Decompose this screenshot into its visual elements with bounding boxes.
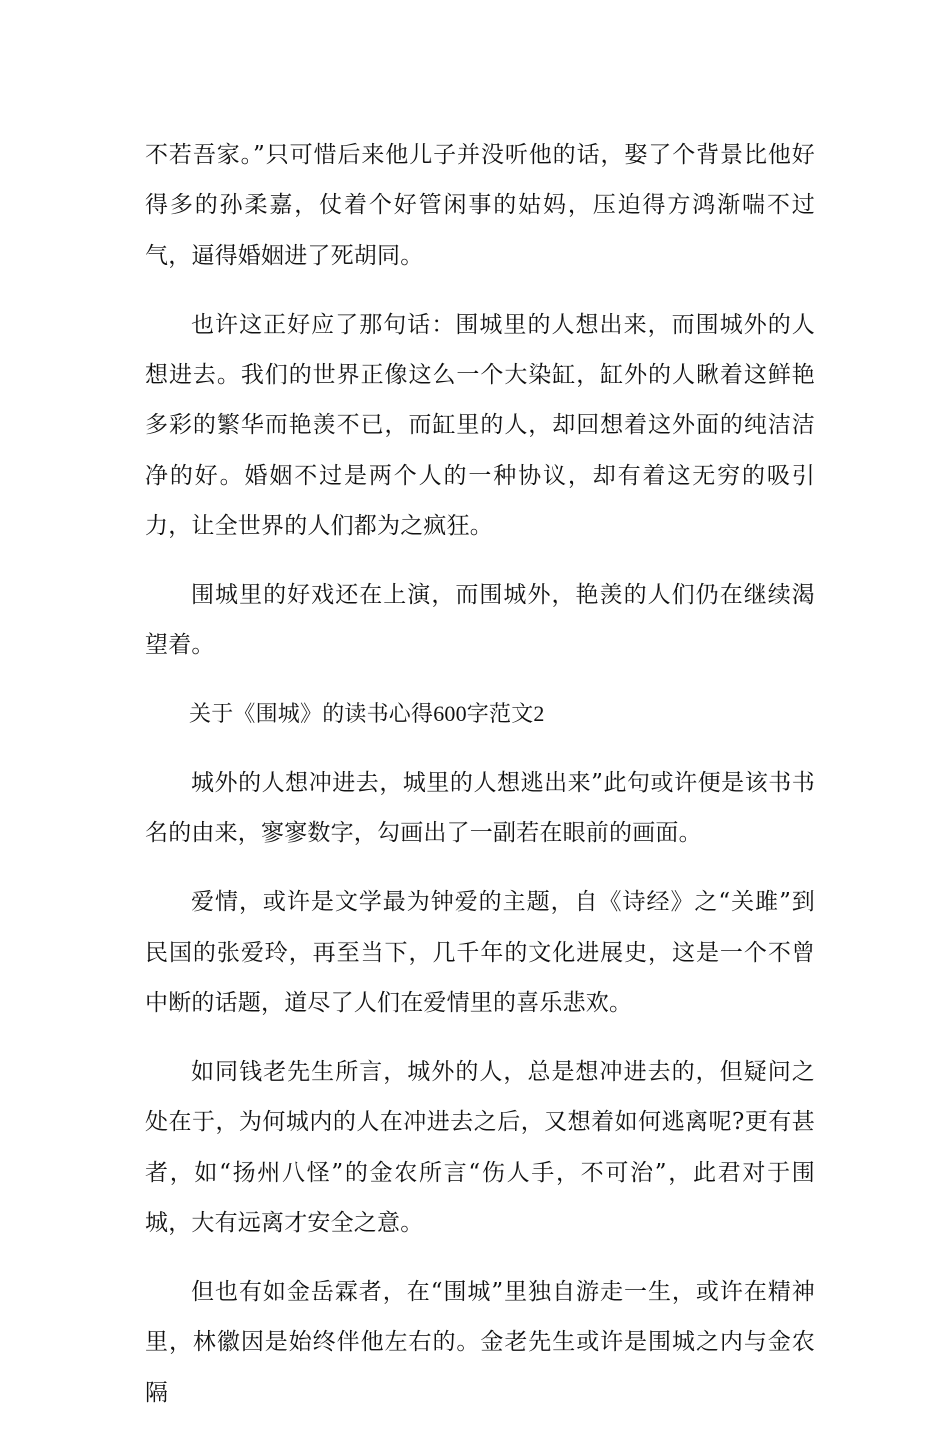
paragraph: 也许这正好应了那句话：围城里的人想出来，而围城外的人想进去。我们的世界正像这么一个大染缸，缸外的人瞅着这鲜艳多彩的繁华而艳羡不已，而缸里的人，却回想着这外面的纯洁洁净的好。婚姻不过是两个人的一种协议，却有着这无穷的吸引力，让全世界的人们都为之疯狂。 [145, 311, 815, 540]
paragraph: 但也有如金岳霖者，在“围城”里独自游走一生，或许在精神里，林徽因是始终伴他左右的。金老先生或许是围城之内与金农隔 [145, 1278, 815, 1406]
document-body [145, 130, 815, 1436]
section-heading: 关于《围城》的读书心得600字范文2 [189, 701, 545, 727]
paragraph-continuation: 不若吾家。”只可惜后来他儿子并没听他的话，娶了个背景比他好得多的孙柔嘉，仗着个好管闲事的姑妈，压迫得方鸿渐喘不过气，逼得婚姻进了死胡同。 [145, 142, 815, 269]
paragraph: 如同钱老先生所言，城外的人，总是想冲进去的，但疑问之处在于，为何城内的人在冲进去之后，又想着如何逃离呢?更有甚者，如“扬州八怪”的金农所言“伤人手，不可治”，此君对于围城，大有远离才安全之意。 [145, 1058, 815, 1237]
paragraph: 爱情，或许是文学最为钟爱的主题，自《诗经》之“关雎”到民国的张爱玲，再至当下，几千年的文化进展史，这是一个不曾中断的话题，道尽了人们在爱情里的喜乐悲欢。 [145, 889, 815, 1017]
paragraph: 围城里的好戏还在上演，而围城外，艳羡的人们仍在继续渴望着。 [145, 582, 815, 659]
paragraph: 城外的人想冲进去，城里的人想逃出来”此句或许便是该书书名的由来，寥寥数字，勾画出了一副若在眼前的画面。 [145, 770, 815, 847]
